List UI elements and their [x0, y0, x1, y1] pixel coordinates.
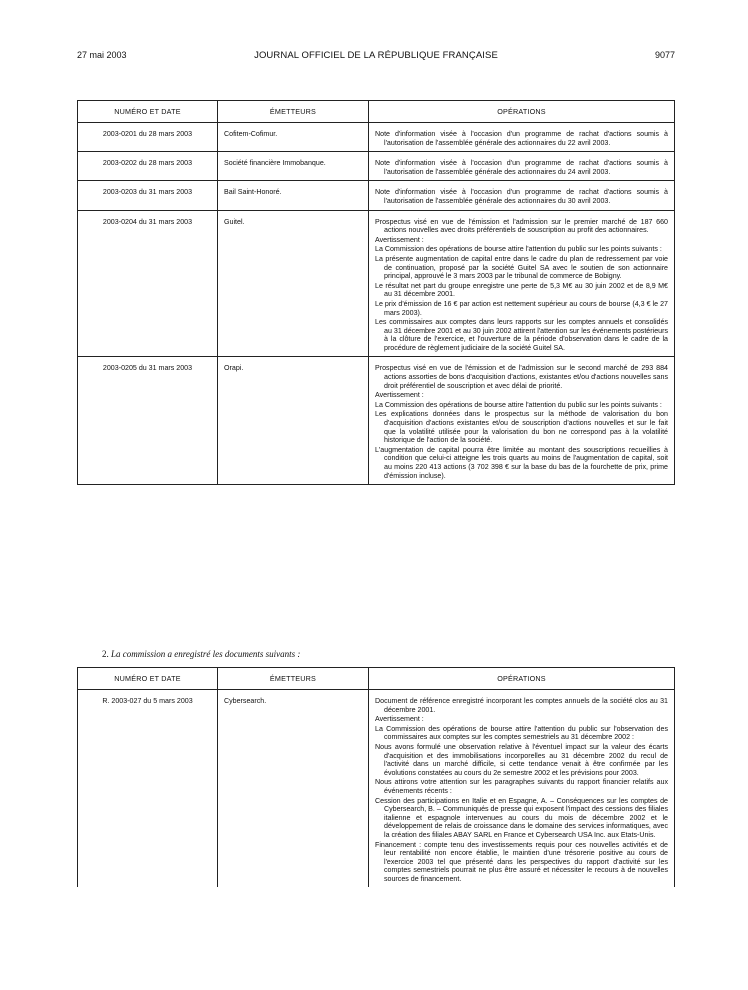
page-header: [77, 50, 675, 64]
table-row: [78, 210, 675, 357]
table-row: [78, 690, 675, 888]
operation-paragraph: Prospectus visé en vue de l'émission et l'admission sur le premier marché de 187 660 actions nouvelles avec droits préférentiels de souscription au profit des actionnaires.: [375, 217, 668, 235]
operation-paragraph: Le résultat net part du groupe enregistre une perte de 5,3 M€ au 30 juin 2002 et de 8,9 M€ au 31 décembre 2001.: [375, 281, 668, 299]
emitter-name: Bail Saint-Honoré.: [218, 181, 369, 210]
emitter-name: Orapi.: [218, 357, 369, 485]
operation-paragraph: Cession des participations en Italie et en Espagne, A. – Conséquences sur les comptes de Cybersearch, B. – Communiqués de presse qui exposent l'impact des cessions des filiales italienne et espagnole intervenues au cours du mois de décembre 2002 et le développement de relais de croissance dans le domaine des services informatiques, avec la création des filiales ABAY SARL en France et Cybersearch USA Inc. aux Etats-Unis.: [375, 796, 668, 839]
operation-paragraph: L'augmentation de capital pourra être limitée au montant des souscriptions recueillies à condition que celui-ci atteigne les trois quarts au moins de l'augmentation de capital, soit au moins 220 413 actions (3 702 398 € sur la base du bas de la fourchette de prix, prime d'émission incluse).: [375, 445, 668, 480]
table-row: [78, 357, 675, 485]
operations-table-visas: [77, 100, 675, 485]
page-number: 9077: [654, 50, 675, 60]
column-header-number-date: NUMÉRO ET DATE: [78, 101, 218, 123]
table-row: [78, 152, 675, 181]
warning-heading: Avertissement :: [375, 235, 424, 244]
section-text: La commission a enregistré les documents suivants :: [111, 649, 301, 659]
operation-paragraph: Nous avons formulé une observation relative à l'éventuel impact sur la valeur des écarts d'acquisition et des immobilisations incorporelles au 31 décembre 2002 du recul de l'activité dans un marché difficile, si cette tendance venait à être confirmée par les évolutions constatées au cours du 2e semestre 2002 et les prévisions pour 2003.: [375, 742, 668, 777]
table-header-row: [78, 101, 675, 123]
operation-description: [369, 690, 675, 888]
operation-paragraph: Les commissaires aux comptes dans leurs rapports sur les comptes annuels et consolidés au 31 décembre 2001 et au 30 juin 2002 attirent l'attention sur les événements postérieurs à la clôture de l'exercice, et l'ouverture de la période d'observation dans le cadre de la procédure de règlement judiciaire de la société Guitel SA.: [375, 318, 668, 352]
column-header-emitters: ÉMETTEURS: [218, 101, 369, 123]
warning-heading: Avertissement :: [375, 391, 424, 400]
operation-paragraph: Prospectus visé en vue de l'émission et de l'admission sur le second marché de 293 884 actions assorties de bons d'acquisition d'actions, existantes et/ou d'actions nouvelles sans droit préférentiel de souscription et avec délai de priorité.: [375, 364, 668, 390]
column-header-operations: OPÉRATIONS: [369, 101, 675, 123]
operation-paragraph: La Commission des opérations de bourse attire l'attention du public sur l'observation des commissaires aux comptes sur les comptes semestriels au 31 décembre 2002 :: [375, 724, 668, 742]
visa-number-date: 2003-0202 du 28 mars 2003: [78, 152, 218, 181]
section-heading: [102, 649, 300, 659]
column-header-operations: OPÉRATIONS: [369, 668, 675, 690]
operation-description: [369, 181, 675, 210]
emitter-name: Société financière Immobanque.: [218, 152, 369, 181]
header-date: 27 mai 2003: [77, 50, 127, 60]
column-header-emitters: ÉMETTEURS: [218, 668, 369, 690]
operation-paragraph: Note d'information visée à l'occasion d'un programme de rachat d'actions soumis à l'autorisation de l'assemblée générale des actionnaires du 30 avril 2003.: [375, 188, 668, 205]
table-row: [78, 123, 675, 152]
operation-paragraph: Le prix d'émission de 16 € par action est nettement supérieur au cours de bourse (4,3 € le 27 mars 2003).: [375, 299, 668, 317]
table-row: [78, 181, 675, 210]
operation-description: [369, 152, 675, 181]
visa-number-date: 2003-0205 du 31 mars 2003: [78, 357, 218, 485]
operation-paragraph: La Commission des opérations de bourse attire l'attention du public sur les points suivants :: [375, 400, 662, 409]
operation-description: [369, 357, 675, 485]
section-number: 2.: [102, 649, 109, 659]
column-header-number-date: NUMÉRO ET DATE: [78, 668, 218, 690]
operation-description: [369, 210, 675, 357]
table-header-row: [78, 668, 675, 690]
visa-number-date: 2003-0203 du 31 mars 2003: [78, 181, 218, 210]
operation-description: [369, 123, 675, 152]
operation-paragraph: Les explications données dans le prospectus sur la méthode de valorisation du bon d'acquisition d'actions existantes et/ou de souscription d'actions nouvelles et sur le fait que la volatilité utilisée pour la valorisation du bon ne correspond pas à la volatilité historique de l'action de la société.: [375, 410, 668, 445]
operation-paragraph: La Commission des opérations de bourse attire l'attention du public sur les points suivants :: [375, 245, 662, 254]
operation-paragraph: Note d'information visée à l'occasion d'un programme de rachat d'actions soumis à l'autorisation de l'assemblée générale des actionnaires du 22 avril 2003.: [375, 130, 668, 147]
operation-paragraph: Nous attirons votre attention sur les paragraphes suivants du rapport financier relatifs aux événements récents :: [375, 778, 668, 795]
emitter-name: Guitel.: [218, 210, 369, 357]
operation-paragraph: Document de référence enregistré incorporant les comptes annuels de la société clos au 31 décembre 2001.: [375, 697, 668, 714]
journal-title: JOURNAL OFFICIEL DE LA RÉPUBLIQUE FRANÇAISE: [254, 50, 498, 61]
registration-number-date: R. 2003-027 du 5 mars 2003: [78, 690, 218, 888]
visa-number-date: 2003-0201 du 28 mars 2003: [78, 123, 218, 152]
emitter-name: Cofitem-Cofimur.: [218, 123, 369, 152]
operation-paragraph: Financement : compte tenu des investissements requis pour ces nouvelles activités et de leur rentabilité non encore établie, le maintien d'une trésorerie positive au cours de l'exercice 2003 tel que présenté dans les perspectives du rapport d'activité sur les comptes semestriels pourrait ne plus être assuré et nécessiter le recours à de nouvelles sources de financement.: [375, 840, 668, 883]
operation-paragraph: La présente augmentation de capital entre dans le cadre du plan de redressement par voie de continuation, proposé par la société Guitel SA avec le soutien de son actionnaire principal, approuvé le 3 mars 2003 par le tribunal de commerce de Bobigny.: [375, 254, 668, 281]
warning-heading: Avertissement :: [375, 715, 424, 724]
emitter-name: Cybersearch.: [218, 690, 369, 888]
operations-table-registrations: [77, 667, 675, 887]
visa-number-date: 2003-0204 du 31 mars 2003: [78, 210, 218, 357]
operation-paragraph: Note d'information visée à l'occasion d'un programme de rachat d'actions soumis à l'autorisation de l'assemblée générale des actionnaires du 24 avril 2003.: [375, 159, 668, 176]
